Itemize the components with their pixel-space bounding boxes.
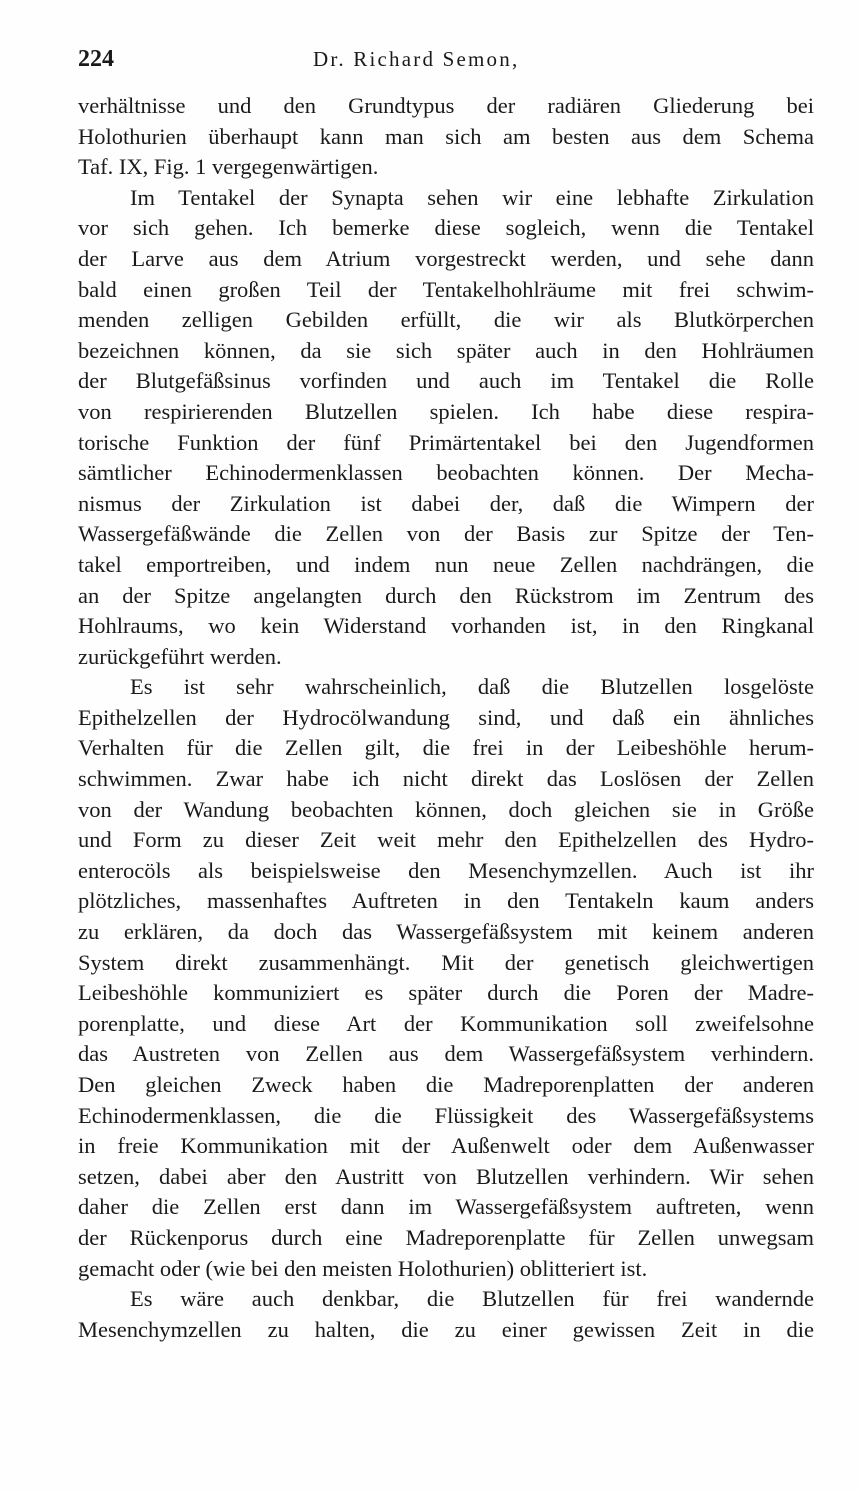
text-line: und Form zu dieser Zeit weit mehr den Epithelzellen des Hydro- (78, 827, 814, 853)
body-text (78, 91, 814, 1345)
text-line: enterocöls als beispielsweise den Mesenchymzellen. Auch ist ihr (78, 857, 814, 883)
text-line: Es wäre auch denkbar, die Blutzellen für frei wandernde (130, 1286, 814, 1312)
text-line: zurückgeführt werden. (78, 643, 282, 669)
text-line: Taf. IX, Fig. 1 vergegenwärtigen. (78, 154, 379, 180)
text-line: bezeichnen können, da sie sich später auch in den Hohlräumen (78, 337, 814, 363)
text-line: vor sich gehen. Ich bemerke diese sogleich, wenn die Tentakel (78, 215, 814, 241)
text-line: menden zelligen Gebilden erfüllt, die wir als Blutkörperchen (78, 307, 814, 333)
text-line: Echinodermenklassen, die die Flüssigkeit des Wassergefäßsystems (78, 1102, 814, 1128)
text-line: System direkt zusammenhängt. Mit der genetisch gleichwertigen (78, 949, 814, 975)
text-line: Es ist sehr wahrscheinlich, daß die Blutzellen losgelöste (130, 674, 814, 700)
text-line: Wassergefäßwände die Zellen von der Basis zur Spitze der Ten- (78, 521, 814, 547)
text-line: Hohlraums, wo kein Widerstand vorhanden ist, in den Ringkanal (78, 613, 814, 639)
text-line: von der Wandung beobachten können, doch gleichen sie in Größe (78, 796, 814, 822)
text-line: setzen, dabei aber den Austritt von Blutzellen verhindern. Wir sehen (78, 1163, 814, 1189)
text-line: Holothurien überhaupt kann man sich am besten aus dem Schema (78, 123, 814, 149)
running-head: Dr. Richard Semon, (313, 47, 520, 71)
text-line: Leibeshöhle kommuniziert es später durch die Poren der Madre- (78, 980, 814, 1006)
text-line: plötzliches, massenhaftes Auftreten in den Tentakeln kaum anders (78, 888, 814, 914)
text-line: der Larve aus dem Atrium vorgestreckt werden, und sehe dann (78, 245, 814, 271)
text-line: schwimmen. Zwar habe ich nicht direkt das Loslösen der Zellen (78, 766, 814, 792)
text-line: nismus der Zirkulation ist dabei der, daß die Wimpern der (78, 490, 814, 516)
text-line: Den gleichen Zweck haben die Madreporenplatten der anderen (78, 1072, 814, 1097)
text-line: Epithelzellen der Hydrocölwandung sind, und daß ein ähnliches (78, 704, 814, 730)
text-line: an der Spitze angelangten durch den Rückstrom im Zentrum des (78, 582, 814, 608)
text-line: Mesenchymzellen zu halten, die zu einer gewissen Zeit in die (78, 1316, 814, 1342)
text-line: porenplatte, und diese Art der Kommunikation soll zweifelsohne (78, 1010, 814, 1036)
text-line: gemacht oder (wie bei den meisten Holothurien) oblitteriert ist. (78, 1255, 648, 1281)
text-line: bald einen großen Teil der Tentakelhohlräume mit frei schwim- (78, 276, 814, 302)
text-line: daher die Zellen erst dann im Wassergefäßsystem auftreten, wenn (78, 1194, 814, 1220)
text-line: takel emportreiben, und indem nun neue Zellen nachdrängen, die (78, 551, 814, 577)
text-line: in freie Kommunikation mit der Außenwelt oder dem Außenwasser (78, 1133, 814, 1159)
text-line: das Austreten von Zellen aus dem Wassergefäßsystem verhindern. (78, 1041, 814, 1067)
text-line: Verhalten für die Zellen gilt, die frei in der Leibeshöhle herum- (78, 735, 814, 761)
page-number: 224 (78, 46, 114, 72)
text-line: Im Tentakel der Synapta sehen wir eine lebhafte Zirkulation (130, 184, 814, 210)
text-line: sämtlicher Echinodermenklassen beobachten können. Der Mecha- (78, 460, 814, 486)
text-line: torische Funktion der fünf Primärtentakel bei den Jugendformen (78, 429, 814, 455)
page-header (78, 42, 814, 76)
text-line: der Rückenporus durch eine Madreporenplatte für Zellen unwegsam (78, 1224, 814, 1250)
text-line: verhältnisse und den Grundtypus der radiären Gliederung bei (78, 93, 814, 118)
text-line: von respirierenden Blutzellen spielen. Ich habe diese respira- (78, 398, 814, 424)
text-line: zu erklären, da doch das Wassergefäßsystem mit keinem anderen (78, 919, 814, 945)
text-line: der Blutgefäßsinus vorfinden und auch im Tentakel die Rolle (78, 368, 814, 394)
